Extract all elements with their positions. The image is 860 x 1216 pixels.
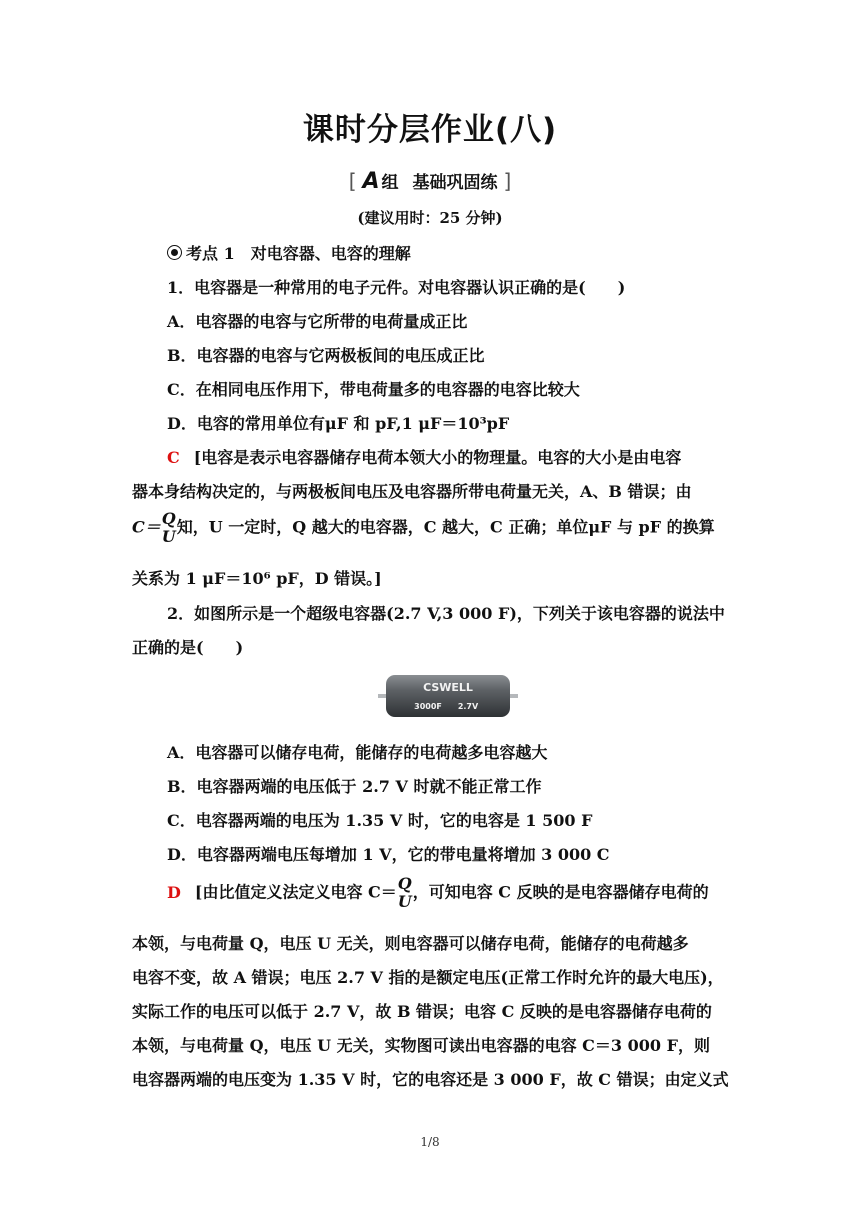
- q2-option-d: D．电容器两端电压每增加 1 V，它的带电量将增加 3 000 C: [167, 845, 610, 864]
- group-heading: [ A 组 基础巩固练 ]: [348, 169, 512, 194]
- time-note: (建议用时：25 分钟): [357, 209, 503, 227]
- capacitor-spec-capacitance: 3000F: [414, 702, 442, 711]
- q2-explanation-line6: 电容器两端的电压变为 1.35 V 时，它的电容还是 3 000 F，故 C 错误；由定义式: [132, 1070, 729, 1089]
- q1-option-c: C．在相同电压作用下，带电荷量多的电容器的电容比较大: [167, 380, 580, 399]
- target-bullet-icon: [167, 245, 182, 260]
- group-letter: A: [362, 169, 380, 194]
- q1-explanation-line3: C＝ Q U 知，U 一定时，Q 越大的电容器，C 越大，C 正确；单位μF 与 pF 的换算: [132, 509, 715, 546]
- q2-explanation-line2: 本领，与电荷量 Q，电压 U 无关，则电容器可以储存电荷，能储存的电荷越多: [132, 934, 689, 953]
- q2-option-a: A．电容器可以储存电荷，能储存的电荷越多电容越大: [167, 743, 548, 762]
- q1-stem: 1．电容器是一种常用的电子元件。对电容器认识正确的是( ): [167, 278, 626, 297]
- q1-option-a: A．电容器的电容与它所带的电荷量成正比: [167, 312, 468, 331]
- page-number: 1/8: [420, 1135, 440, 1149]
- q2-explanation-line4: 实际工作的电压可以低于 2.7 V，故 B 错误；电容 C 反映的是电容器储存电荷的: [132, 1002, 712, 1021]
- q2-fraction: Q U: [397, 874, 412, 911]
- group-label: 组: [381, 173, 399, 193]
- q2-option-c: C．电容器两端的电压为 1.35 V 时，它的电容是 1 500 F: [167, 811, 593, 830]
- q1-explanation-line2: 器本身结构决定的，与两极板间电压及电容器所带电荷量无关，A、B 错误；由: [132, 482, 692, 501]
- capacitor-brand: CSWELL: [423, 681, 473, 694]
- section-label: 考点 1 对电容器、电容的理解: [186, 244, 411, 263]
- q1-answer: C: [167, 448, 180, 467]
- q2-explanation-line5: 本领，与电荷量 Q，电压 U 无关，实物图可读出电容器的电容 C＝3 000 F，则: [132, 1036, 710, 1055]
- group-name: 基础巩固练: [412, 173, 498, 193]
- q2-stem-line1: 2．如图所示是一个超级电容器(2.7 V,3 000 F)，下列关于该电容器的说法中: [167, 604, 725, 623]
- section-heading: [167, 241, 411, 264]
- q2-explanation-line1: D [由比值定义法定义电容 C＝ Q U ，可知电容 C 反映的是电容器储存电荷的: [167, 874, 709, 911]
- q1-option-b: B．电容器的电容与它两极板间的电压成正比: [167, 346, 485, 365]
- q2-explanation-line3: 电容不变，故 A 错误；电压 2.7 V 指的是额定电压(正常工作时允许的最大电压)，: [132, 968, 724, 987]
- capacitor-spec-voltage: 2.7V: [457, 702, 479, 711]
- q1-explanation-line1: C [电容是表示电容器储存电荷本领大小的物理量。电容的大小是由电容: [167, 448, 682, 467]
- q1-option-d: D．电容的常用单位有μF 和 pF,1 μF＝10³pF: [167, 414, 510, 433]
- q1-fraction: Q U: [161, 509, 176, 546]
- q2-option-b: B．电容器两端的电压低于 2.7 V 时就不能正常工作: [167, 777, 542, 796]
- q2-stem-line2: 正确的是( ): [132, 638, 244, 657]
- supercapacitor-image: [378, 672, 518, 720]
- page-title: 课时分层作业(八): [302, 112, 558, 148]
- q1-explanation-line4: 关系为 1 μF＝10⁶ pF，D 错误。]: [132, 569, 382, 588]
- q2-answer: D: [167, 882, 181, 902]
